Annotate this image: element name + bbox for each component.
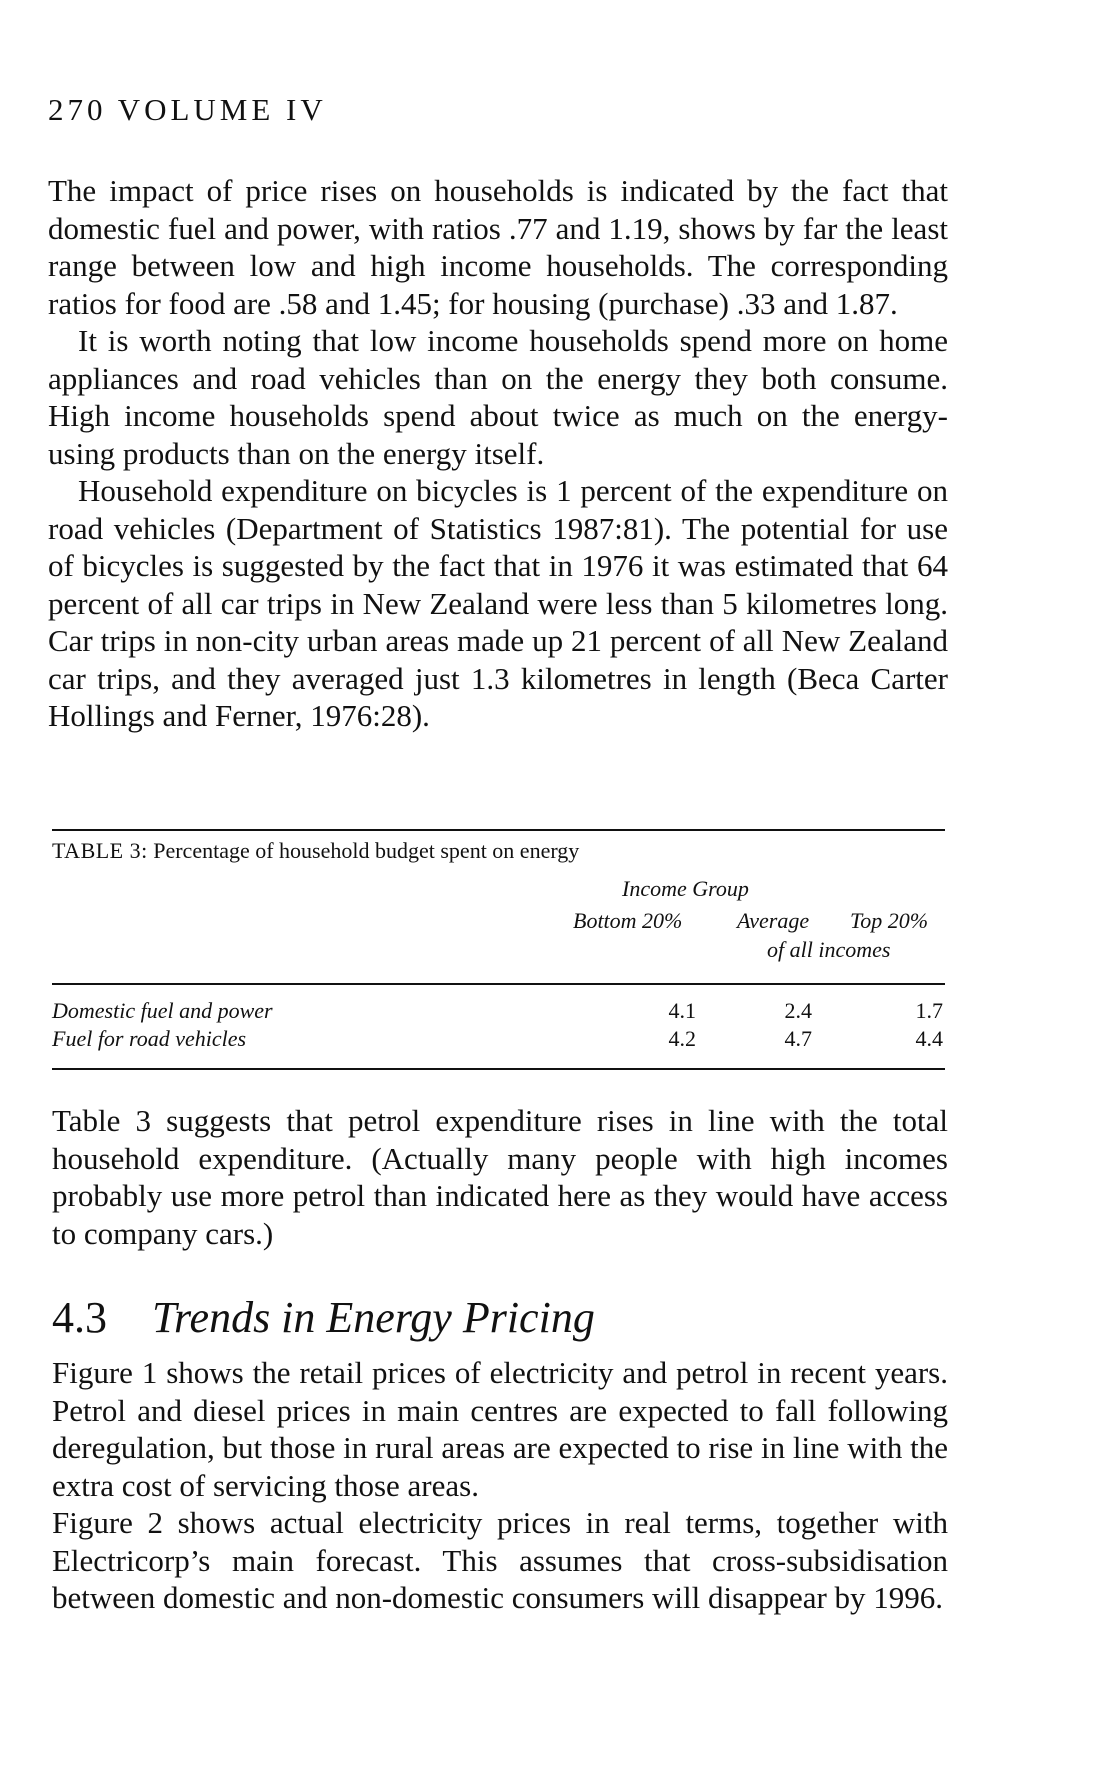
body-text-middle <box>52 1102 948 1252</box>
column-header-average: Average <box>737 908 810 933</box>
paragraph-table-comment: Table 3 suggests that petrol expenditure rises in line with the total household expenditure. (Actually many people with high incomes probably use more petrol than indicated here as they would have access to company cars.) <box>52 1103 948 1251</box>
cell-road-top: 4.4 <box>915 1026 943 1051</box>
body-text-bottom <box>52 1354 948 1617</box>
paragraph-bicycles: Household expenditure on bicycles is 1 percent of the expenditure on road vehicles (Department of Statistics 1987:81). The potential for use of bicycles is suggested by the fact that in 1976 it was estimated that 64 percent of all car trips in New Zealand were less than 5 kilometres long. Car trips in non-city urban areas made up 21 percent of all New Zealand car trips, and they averaged just 1.3 kilometres in length (Beca Carter Hollings and Ferner, 1976:28). <box>48 473 948 733</box>
cell-road-average: 4.7 <box>784 1026 812 1051</box>
row-label-road-fuel: Fuel for road vehicles <box>52 1026 247 1051</box>
cell-road-bottom: 4.2 <box>668 1026 696 1051</box>
income-group-header: Income Group <box>622 876 749 901</box>
volume-label: VOLUME IV <box>117 92 327 127</box>
table-caption-text: Percentage of household budget spent on energy <box>153 838 580 863</box>
section-heading <box>52 1292 595 1343</box>
table-top-rule <box>52 829 945 831</box>
cell-domestic-top: 1.7 <box>915 998 943 1023</box>
table-caption <box>52 838 579 864</box>
column-subheader-all-incomes: of all incomes <box>767 937 891 962</box>
body-text-top <box>48 172 948 735</box>
cell-domestic-bottom: 4.1 <box>668 998 696 1023</box>
paragraph-figure-2: Figure 2 shows actual electricity prices in real terms, together with Electricorp’s main forecast. This assumes that cross-subsidisation between domestic and non-domestic consumers will disappear by 1996. <box>52 1505 948 1615</box>
section-title: Trends in Energy Pricing <box>152 1293 595 1342</box>
section-number: 4.3 <box>52 1293 107 1342</box>
paragraph-appliances: It is worth noting that low income households spend more on home appliances and road vehicles than on the energy they both consume. High income households spend about twice as much on the energy-using products than on the energy itself. <box>48 323 948 471</box>
paragraph-figure-1: Figure 1 shows the retail prices of electricity and petrol in recent years. Petrol and diesel prices in main centres are expected to fall following deregulation, but those in rural areas are expected to rise in line with the extra cost of servicing those areas. <box>52 1355 948 1503</box>
cell-domestic-average: 2.4 <box>784 998 812 1023</box>
row-label-domestic-fuel: Domestic fuel and power <box>52 998 273 1023</box>
running-head <box>48 92 327 128</box>
table-header-rule <box>52 983 945 985</box>
paragraph-price-impact: The impact of price rises on households is indicated by the fact that domestic fuel and power, with ratios .77 and 1.19, shows by far the least range between low and high income households. The corresponding ratios for food are .58 and 1.45; for housing (purchase) .33 and 1.87. <box>48 173 948 321</box>
table-bottom-rule <box>52 1068 945 1070</box>
column-header-bottom-20: Bottom 20% <box>573 908 683 933</box>
table-caption-label: TABLE 3: <box>52 838 148 863</box>
column-header-top-20: Top 20% <box>850 908 929 933</box>
page-number: 270 <box>48 92 107 127</box>
